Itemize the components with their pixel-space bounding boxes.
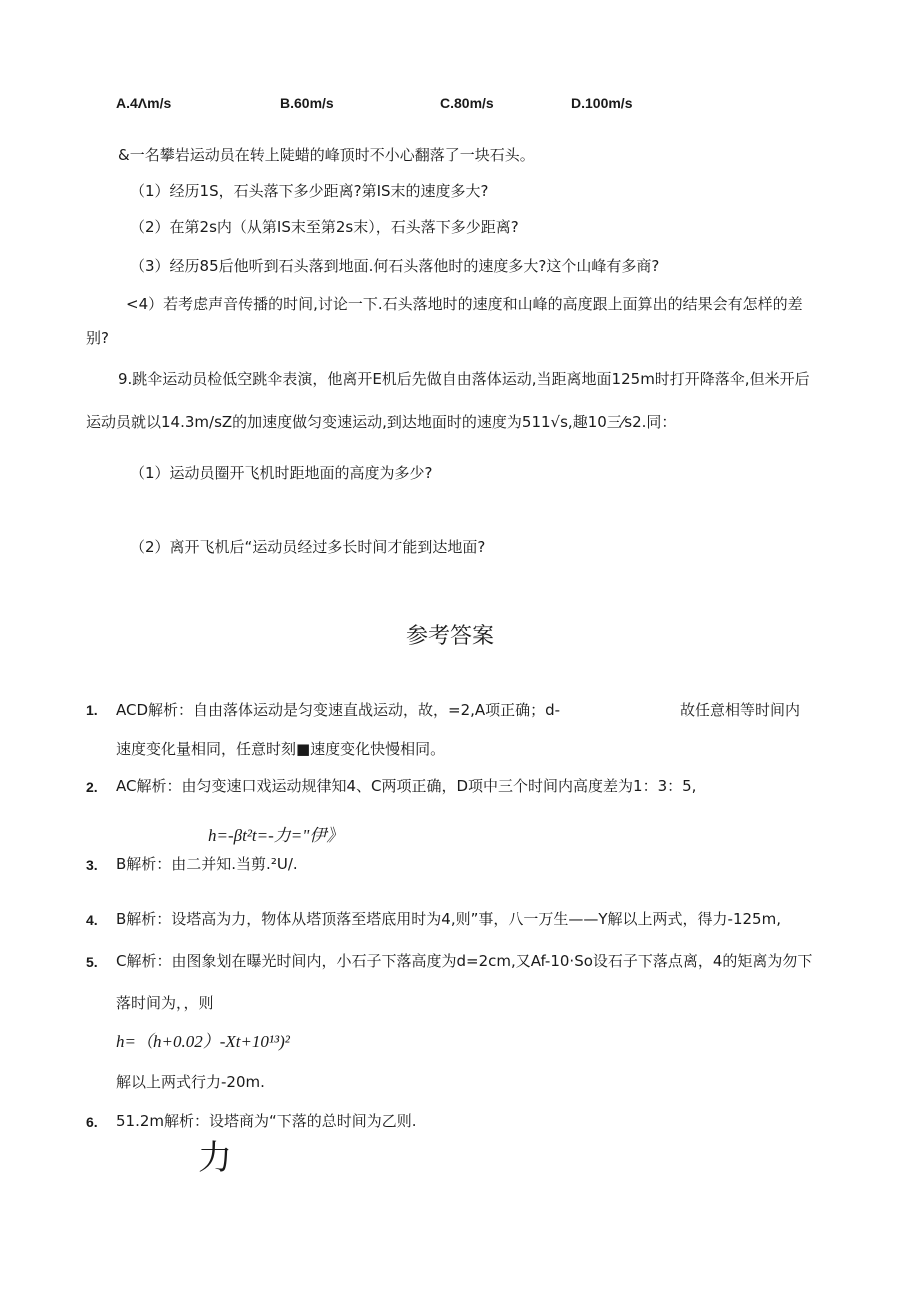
- q9-stem-line1: 9.跳伞运动员检低空跳伞表演，他离开E机后先做自由落体运动,当距离地面125m时打开降落伞,但米开后: [118, 370, 810, 388]
- answer-5-line3: 解以上两式行力-20m.: [116, 1073, 265, 1091]
- answer-number: 2.: [86, 779, 98, 795]
- formula-symbol: 力: [198, 1138, 232, 1178]
- q8-part-3: （3）经历85后他听到石头落到地面.何石头落他时的速度多大?这个山峰有多商?: [130, 257, 660, 275]
- answer-1-text: ACD解析：自由落体运动是匀变速直战运动，故，=2,A项正确；d-: [116, 701, 561, 719]
- q8-part-1: （1）经历1S，石头落下多少距离?第IS末的速度多大?: [130, 182, 489, 200]
- answer-1-line2: 速度变化量相同，任意时刻■速度变化快慢相同。: [116, 740, 446, 758]
- answer-number: 5.: [86, 954, 98, 970]
- q8-stem: &一名攀岩运动员在转上陡蜡的峰顶时不小心翻落了一块石头。: [118, 146, 535, 164]
- q8-part-4-line2: 别?: [86, 329, 109, 347]
- answer-number: 4.: [86, 912, 98, 928]
- option-b: B.60m/s: [280, 95, 334, 111]
- answer-5-line1: C解析：由图象划在曝光时间内，小石子下落高度为d=2cm,又Af-10·So设石子下落点离，4的矩离为勿下: [116, 952, 813, 970]
- option-d: D.100m/s: [571, 95, 633, 111]
- q9-stem-line2: 运动员就以14.3m/sZ的加速度做匀变速运动,到达地面时的速度为511√s,趣10三⁄s2.同：: [86, 413, 677, 431]
- answer-number: 1.: [86, 702, 98, 718]
- answer-number: 6.: [86, 1114, 98, 1130]
- answers-title: 参考答案: [406, 624, 495, 649]
- q8-part-2: （2）在第2s内（从第IS末至第2s末），石头落下多少距离?: [130, 218, 519, 236]
- q9-part-1: （1）运动员圈开飞机时距地面的高度为多少?: [130, 464, 433, 482]
- option-a: A.4Λm/s: [116, 95, 172, 111]
- answer-4-text: B解析：设塔高为力，物体从塔顶落至塔底用时为4,则”事，八一万生——Y解以上两式，得力-125m,: [116, 910, 781, 928]
- answer-number: 3.: [86, 857, 98, 873]
- answer-1-text-right: 故任意相等时间内: [680, 701, 801, 719]
- q8-part-4-line1: <4）若考虑声音传播的时间,讨论一下.石头落地时的速度和山峰的高度跟上面算出的结果会有怎样的差: [126, 295, 803, 313]
- answer-5-line2: 落时间为，，则: [116, 994, 214, 1012]
- answer-2-text: AC解析：由匀变速口戏运动规律知4、C两项正确，D项中三个时间内高度差为1：3：5,: [116, 777, 697, 795]
- q9-part-2: （2）离开飞机后“运动员经过多长时间才能到达地面?: [130, 538, 486, 556]
- formula-2: h=（h+0.02）-Xt+10¹³)²: [116, 1032, 290, 1051]
- formula-1: h=-βt²t=-力="伊》: [208, 826, 344, 845]
- answer-6-text: 51.2m解析：设塔商为“下落的总时间为乙则.: [116, 1112, 417, 1130]
- answer-3-text: B解析：由二并知.当剪.²U/.: [116, 855, 298, 873]
- option-c: C.80m/s: [440, 95, 494, 111]
